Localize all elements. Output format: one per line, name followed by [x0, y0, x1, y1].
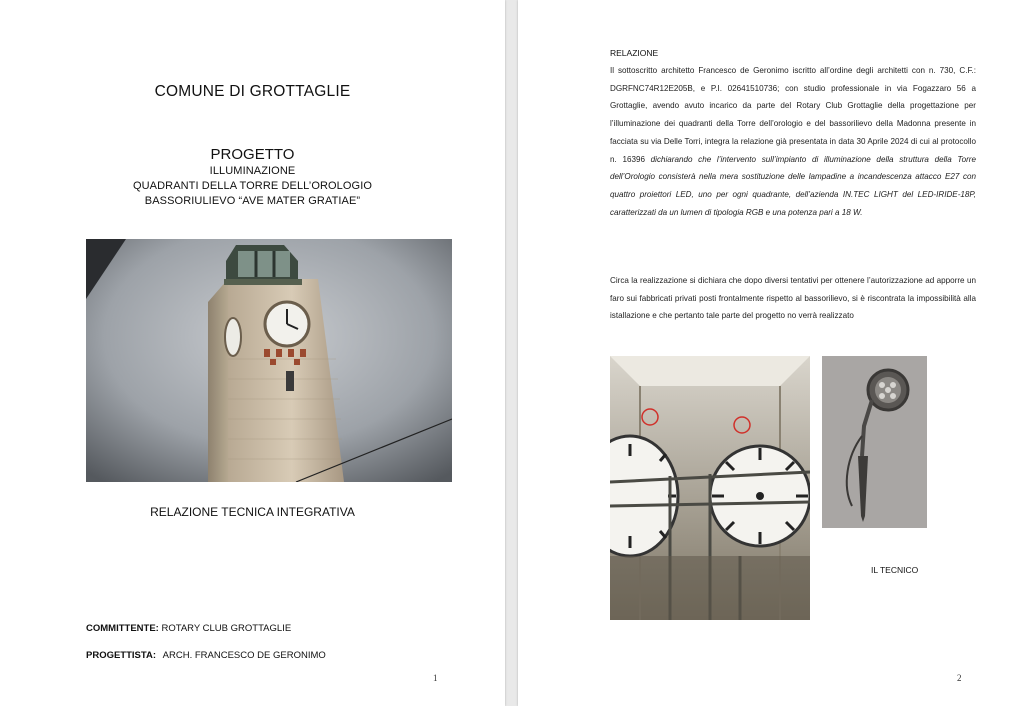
- document-page-2: [518, 0, 1024, 706]
- signature-label: IL TECNICO: [871, 565, 919, 575]
- led-spotlight-photo-svg: [822, 356, 927, 528]
- paragraph-1-part-b: dichiarando che l’intervento sull’impianto di illuminazione della struttura della Torre dell’Orologio consisterà nella mera sostituzione delle lampadine a incandescenza attacco E27 con quattro proiettori LED, uno per ogni quadrante, dell’azienda IN.TEC LIGHT del LED-IRIDE-18P, caratterizzati da un lumen di tipologia RGB e una potenza pari a 18 W.: [610, 154, 976, 217]
- designer-label: PROGETTISTA:: [86, 650, 157, 661]
- paragraph-1-part-a: Il sottoscritto architetto Francesco de Geronimo iscritto all’ordine degli architetti con n. 730, C.F.: DGRFNC74R12E205B, e P.I. 02641510736; con studio professionale in via Fogazzaro 56 a Grottaglie, avendo avuto incarico da parte del Rotary Club Grottaglie della progettazione per l’illuminazione dei quadranti della Torre dell’orologio e del bassorilievo della Madonna presente in facciata su via Delle Torri, integra la relazione già presentata in data 30 Aprile 2024 di cui al protocollo n. 16396: [610, 66, 976, 164]
- client-line: [86, 623, 291, 634]
- document-page-1: [0, 0, 505, 706]
- page-number-2: 2: [957, 673, 962, 683]
- project-line-2: QUADRANTI DELLA TORRE DELL’OROLOGIO: [132, 180, 373, 192]
- client-value: ROTARY CLUB GROTTAGLIE: [161, 623, 292, 634]
- client-label: COMMITTENTE:: [86, 623, 159, 634]
- clock-interior-photo: [610, 356, 810, 620]
- page-number-1: 1: [433, 673, 438, 683]
- clock-tower-photo-svg: [86, 239, 452, 482]
- report-heading: RELAZIONE: [610, 48, 659, 58]
- clock-tower-photo: [86, 239, 452, 482]
- report-paragraph-2: Circa la realizzazione si dichiara che dopo diversi tentativi per ottenere l’autorizzazione ad apporre un faro sui fabbricati privati posti frontalmente rispetto al bassorilievo, si è riscontrata la impossibilità alla istallazione e che pertanto tale parte del progetto no verrà realizzato: [610, 276, 976, 321]
- clock-interior-photo-svg: [610, 356, 810, 620]
- report-paragraph-1: [610, 62, 976, 221]
- municipality-title: COMUNE DI GROTTAGLIE: [154, 83, 351, 100]
- led-spotlight-photo: [822, 356, 927, 528]
- project-heading: PROGETTO: [210, 146, 295, 163]
- project-line-1: ILLUMINAZIONE: [209, 165, 296, 177]
- report-title: RELAZIONE TECNICA INTEGRATIVA: [150, 505, 355, 519]
- project-line-3: BASSORIULIEVO “AVE MATER GRATIAE”: [144, 195, 361, 207]
- designer-value: ARCH. FRANCESCO DE GERONIMO: [162, 650, 326, 661]
- designer-line: [86, 650, 326, 661]
